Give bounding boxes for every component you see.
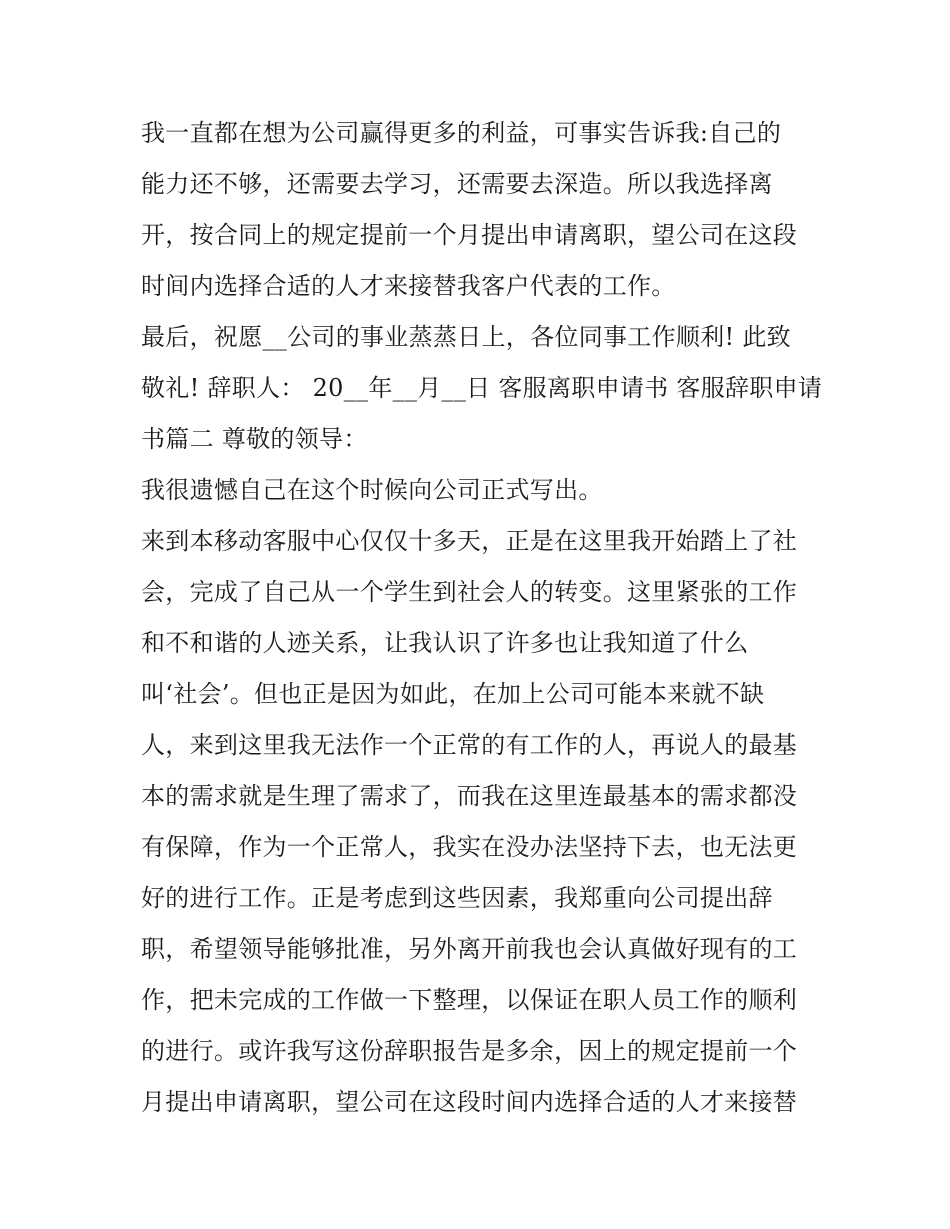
text-line: 我很遗憾自己在这个时候向公司正式写出。 [141,476,603,504]
text-line: 和不和谐的人迹关系，让我认识了许多也让我知道了什么 [141,629,749,657]
text-line: 作，把未完成的工作做一下整理，以保证在职人员工作的顺利 [141,986,798,1014]
document-body [141,108,821,1128]
text-line: 来到本移动客服中心仅仅十多天，正是在这里我开始踏上了社 [141,527,798,555]
text-line: 好的进行工作。正是考虑到这些因素，我郑重向公司提出辞 [141,884,773,912]
text-line: 书篇二 尊敬的领导： [141,425,368,453]
text-line: 最后，祝愿__公司的事业蒸蒸日上，各位同事工作顺利! 此致 [141,323,791,351]
text-line: 时间内选择合适的人才来接替我客户代表的工作。 [141,272,676,300]
text-line: 人，来到这里我无法作一个正常的有工作的人，再说人的最基 [141,731,798,759]
text-line: 能力还不够，还需要去学习，还需要去深造。所以我选择离 [141,170,773,198]
text-line: 本的需求就是生理了需求了，而我在这里连最基本的需求都没 [141,782,798,810]
text-line: 开，按合同上的规定提前一个月提出申请离职，望公司在这段 [141,221,798,249]
text-line: 月提出申请离职，望公司在这段时间内选择合适的人才来接替 [141,1088,798,1116]
text-line: 的进行。或许我写这份辞职报告是多余，因上的规定提前一个 [141,1037,798,1065]
text-line: 会，完成了自己从一个学生到社会人的转变。这里紧张的工作 [141,578,798,606]
text-line: 我一直都在想为公司赢得更多的利益，可事实告诉我:自己的 [141,119,782,147]
text-line: 有保障，作为一个正常人，我实在没办法坚持下去，也无法更 [141,833,798,861]
text-line: 叫‘社会’。但也正是因为如此，在加上公司可能本来就不缺 [141,680,765,708]
text-line: 敬礼! 辞职人： 20__年__月__日 客服离职申请书 客服辞职申请 [141,374,823,402]
text-line: 职，希望领导能够批准，另外离开前我也会认真做好现有的工 [141,935,798,963]
